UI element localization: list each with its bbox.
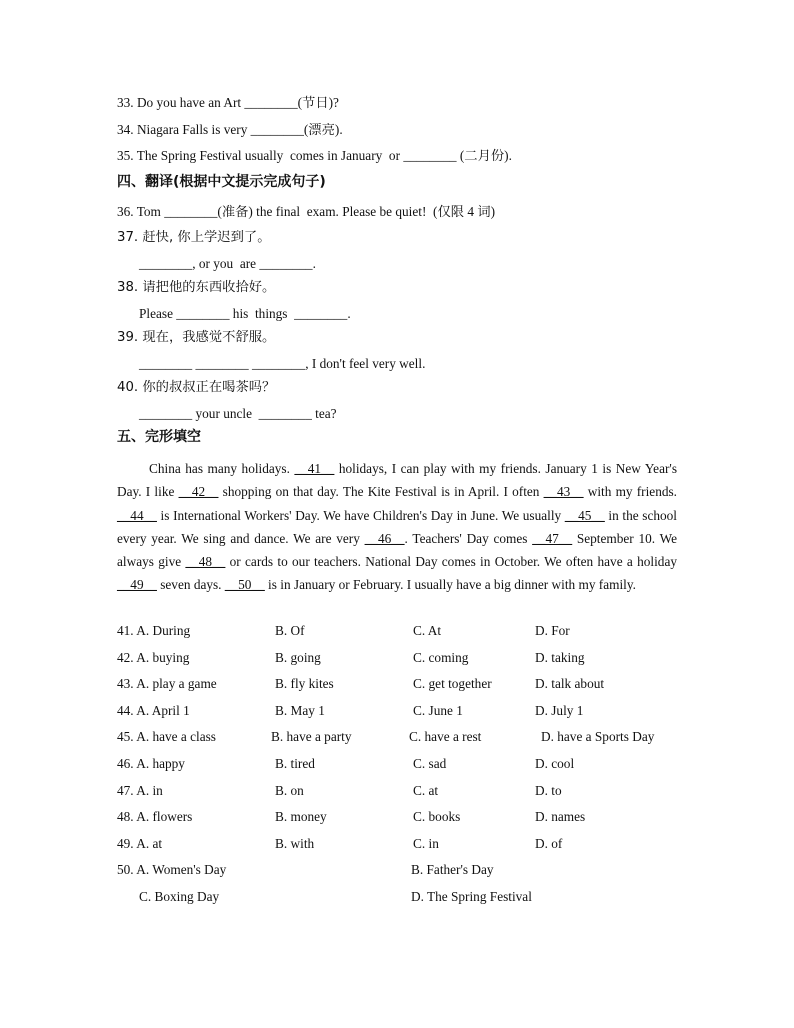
cloze-blank: __50__: [224, 577, 265, 593]
option-c: C. have a rest: [409, 729, 482, 744]
passage-text: or cards to our teachers. National Day comes in October. We often have a holiday: [225, 554, 677, 570]
option-a: 41. A. During: [117, 623, 191, 638]
option-d: D. taking: [535, 650, 585, 665]
passage-text: shopping on that day. The Kite Festival is in April. I often: [218, 484, 544, 500]
option-row-49: [117, 835, 677, 853]
question-40-answer: ________ your uncle ________ tea?: [139, 406, 337, 421]
question-39: 39. 现在，我感觉不舒服。: [117, 330, 276, 345]
cloze-blank: __42__: [178, 484, 219, 500]
option-b: B. with: [275, 836, 315, 851]
question-40: 40. 你的叔叔正在喝茶吗？: [117, 380, 276, 395]
passage-text: September 10. We always give: [117, 530, 678, 570]
option-c: C. At: [413, 623, 442, 638]
option-c: C. Boxing Day: [139, 889, 220, 904]
option-a: 43. A. play a game: [117, 676, 217, 691]
option-a: 49. A. at: [117, 836, 163, 851]
question-39-answer: ________ ________ ________, I don't feel very well.: [139, 356, 426, 371]
option-a: 47. A. in: [117, 783, 163, 798]
option-row-43: [117, 675, 677, 693]
section-heading-cloze: 五、完形填空: [117, 429, 201, 445]
option-d: D. The Spring Festival: [411, 889, 532, 904]
option-d: D. cool: [535, 756, 575, 771]
option-a: 48. A. flowers: [117, 809, 193, 824]
option-d: D. July 1: [535, 703, 584, 718]
cloze-blank: __44__: [117, 507, 157, 523]
cloze-blank: __45__: [564, 507, 605, 523]
option-d: D. For: [535, 623, 570, 638]
option-b: B. tired: [275, 756, 315, 771]
cloze-blank: __41__: [294, 461, 335, 476]
option-a: 46. A. happy: [117, 756, 185, 771]
option-b: B. Father's Day: [411, 862, 494, 877]
option-b: B. May 1: [275, 703, 325, 718]
question-37-answer: ________, or you are ________.: [139, 256, 316, 271]
passage-text: . Teachers' Day comes: [404, 530, 533, 546]
option-row-50-bottom: [117, 888, 677, 906]
cloze-blank: __46__: [364, 530, 405, 546]
option-c: C. books: [413, 809, 461, 824]
cloze-blank: __43__: [543, 484, 584, 500]
option-d: D. to: [535, 783, 562, 798]
passage-text: is International Workers' Day. We have Children's Day in June. We usually: [156, 507, 565, 523]
cloze-passage: [117, 457, 677, 597]
question-35: 35. The Spring Festival usually comes in January or ________ (二月份).: [117, 148, 512, 163]
option-row-42: [117, 649, 677, 667]
option-row-50-top: [117, 861, 677, 879]
option-a: 45. A. have a class: [117, 729, 216, 744]
option-b: B. Of: [275, 623, 305, 638]
option-a: 44. A. April 1: [117, 703, 190, 718]
option-c: C. in: [413, 836, 439, 851]
option-a: 50. A. Women's Day: [117, 862, 227, 877]
question-34: 34. Niagara Falls is very ________(漂亮).: [117, 122, 343, 137]
question-38: 38. 请把他的东西收拾好。: [117, 280, 276, 295]
passage-text: holidays, I can play with my friends. January 1 is New Year's Day. I like: [117, 461, 677, 500]
passage-text: with my friends.: [583, 484, 678, 500]
option-b: B. going: [275, 650, 321, 665]
passage-text: China has many holidays.: [149, 461, 295, 476]
option-d: D. have a Sports Day: [541, 729, 655, 744]
option-b: B. have a party: [271, 729, 352, 744]
cloze-blank: __47__: [532, 530, 573, 546]
question-37: 37. 赶快, 你上学迟到了。: [117, 230, 271, 245]
question-38-answer: Please ________ his things ________.: [139, 306, 351, 321]
option-d: D. talk about: [535, 676, 605, 691]
option-a: 42. A. buying: [117, 650, 190, 665]
option-row-41: [117, 622, 677, 640]
passage-text: is in January or February. I usually have a big dinner with my family.: [264, 577, 636, 593]
cloze-blank: __49__: [117, 577, 157, 593]
question-36: 36. Tom ________(准备) the final exam. Please be quiet! (仅限 4 词): [117, 204, 496, 219]
passage-text: in the school every year. We sing and dance. We are very: [117, 507, 677, 546]
option-c: C. coming: [413, 650, 469, 665]
cloze-blank: __48__: [185, 554, 226, 570]
option-c: C. at: [413, 783, 439, 798]
option-c: C. sad: [413, 756, 447, 771]
option-b: B. fly kites: [275, 676, 334, 691]
option-row-47: [117, 782, 677, 800]
option-b: B. on: [275, 783, 304, 798]
section-heading-translation: 四、翻译(根据中文提示完成句子): [117, 174, 326, 190]
passage-text: seven days.: [156, 577, 225, 593]
question-33: 33. Do you have an Art ________(节日)?: [117, 95, 339, 110]
option-d: D. of: [535, 836, 563, 851]
option-row-45: [117, 728, 677, 746]
option-b: B. money: [275, 809, 327, 824]
option-d: D. names: [535, 809, 586, 824]
option-row-44: [117, 702, 677, 720]
option-row-48: [117, 808, 677, 826]
option-row-46: [117, 755, 677, 773]
option-c: C. get together: [413, 676, 492, 691]
option-c: C. June 1: [413, 703, 463, 718]
